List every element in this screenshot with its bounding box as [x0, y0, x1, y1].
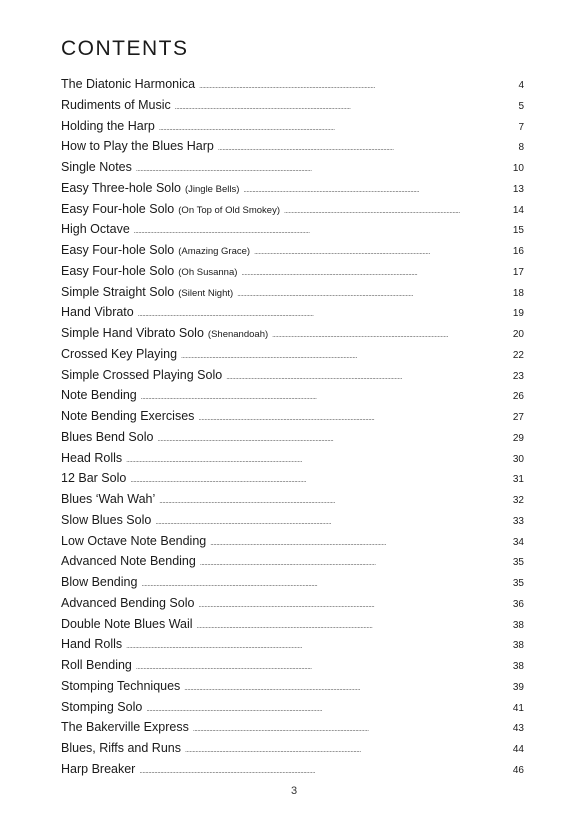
toc-entry-title-text: Advanced Note Bending: [61, 554, 196, 569]
dot-leader: [200, 551, 510, 572]
toc-entry-page: 38: [512, 619, 524, 631]
dot-leader: [157, 427, 509, 448]
toc-entry-title: [61, 302, 134, 323]
toc-entry-page: 39: [512, 681, 524, 693]
toc-entry-title-text: Easy Four-hole Solo: [61, 201, 175, 216]
toc-entry-title: [61, 572, 137, 593]
toc-entry-title-text: Simple Crossed Playing Solo: [61, 367, 223, 382]
toc-entry: [61, 74, 524, 95]
toc-entry-title: [61, 406, 194, 427]
toc-entry-title: [61, 199, 280, 220]
dot-leader: [241, 261, 509, 282]
toc-entry-page: 35: [512, 578, 524, 589]
toc-entry-title-text: Stomping Techniques: [61, 678, 181, 693]
toc-entry-title-text: High Octave: [61, 222, 130, 237]
dot-leader: [155, 510, 510, 531]
toc-entry: [61, 240, 524, 261]
toc-entry-title: [61, 74, 195, 95]
dot-leader: [136, 157, 510, 178]
toc-entry-page: 8: [518, 142, 524, 154]
toc-entry-title-text: Simple Straight Solo: [61, 284, 175, 299]
toc-entry-title-text: Holding the Harp: [61, 118, 155, 133]
toc-entry: [61, 676, 524, 697]
toc-entry-title-text: Easy Three-hole Solo: [61, 180, 181, 195]
toc-entry-title: [61, 531, 206, 552]
toc-entry-subtitle: (Oh Susanna): [178, 266, 238, 278]
dot-leader: [199, 74, 515, 95]
toc-entry-title: [61, 655, 132, 676]
dot-leader: [141, 385, 510, 406]
toc-entry: [61, 489, 524, 510]
toc-entry: [61, 385, 524, 406]
toc-entry-page: 46: [512, 764, 524, 776]
toc-entry-page: 31: [512, 474, 524, 486]
dot-leader: [243, 178, 510, 199]
toc-entry: [61, 468, 524, 489]
toc-entry-title: [61, 385, 137, 406]
dot-leader: [226, 365, 510, 386]
toc-entry-title: [61, 551, 196, 572]
toc-entry-title-text: Hand Rolls: [61, 637, 123, 652]
toc-entry-title: [61, 178, 239, 199]
page-title: CONTENTS: [61, 37, 189, 60]
toc-entry: [61, 759, 524, 780]
toc-entry-title: [61, 219, 130, 240]
toc-entry: [61, 116, 524, 137]
dot-leader: [136, 655, 510, 676]
dot-leader: [138, 302, 510, 323]
dot-leader: [139, 759, 510, 780]
dot-leader: [197, 614, 510, 635]
toc-entry-title-text: Stomping Solo: [61, 699, 143, 714]
toc-entry-page: 23: [512, 370, 524, 382]
toc-entry: [61, 199, 524, 220]
toc-entry-title: [61, 116, 155, 137]
toc-entry-page: 43: [512, 723, 524, 735]
toc-entry: [61, 406, 524, 427]
toc-entry-title: [61, 614, 193, 635]
toc-entry-page: 26: [512, 391, 524, 403]
toc-entry: [61, 157, 524, 178]
toc-entry-page: 13: [512, 183, 524, 195]
toc-entry: [61, 655, 524, 676]
toc-entry-page: 38: [512, 640, 524, 652]
dot-leader: [193, 717, 510, 738]
toc-entry-page: 19: [512, 308, 524, 320]
toc-entry-title: [61, 489, 155, 510]
toc-entry-subtitle: (Amazing Grace): [178, 246, 251, 257]
dot-leader: [237, 282, 510, 303]
toc-entry-page: 10: [512, 163, 524, 174]
toc-entry: [61, 427, 524, 448]
toc-entry: [61, 323, 524, 344]
toc-entry-title-text: 12 Bar Solo: [61, 471, 127, 486]
toc-entry-title-text: The Bakerville Express: [61, 720, 189, 735]
toc-entry-title: [61, 738, 181, 759]
toc-entry: [61, 178, 524, 199]
toc-entry-title-text: Hand Vibrato: [61, 305, 134, 320]
toc-entry: [61, 614, 524, 635]
dot-leader: [126, 448, 510, 469]
toc-entry-subtitle: (On Top of Old Smokey): [178, 204, 280, 216]
toc-entry-title-text: Low Octave Note Bending: [61, 533, 207, 548]
dot-leader: [254, 240, 510, 261]
toc-entry-title-text: The Diatonic Harmonica: [61, 77, 196, 91]
toc-entry-title: [61, 427, 153, 448]
toc-entry-page: 33: [512, 515, 524, 527]
toc-entry-title: [61, 510, 151, 531]
toc-entry-page: 27: [512, 412, 524, 423]
toc-entry-page: 32: [512, 495, 524, 506]
dot-leader: [284, 199, 510, 220]
toc-entry-subtitle: (Jingle Bells): [184, 183, 240, 195]
toc-entry-title-text: Note Bending: [61, 388, 137, 403]
dot-leader: [141, 572, 509, 593]
toc-entry-title-text: Harp Breaker: [61, 761, 136, 776]
toc-entry: [61, 717, 524, 738]
toc-entry: [61, 697, 524, 718]
toc-entry-title-text: Slow Blues Solo: [61, 512, 152, 527]
toc-entry: [61, 510, 524, 531]
toc-entry: [61, 302, 524, 323]
dot-leader: [198, 406, 509, 427]
toc-entry-page: 34: [512, 536, 524, 548]
toc-entry-title-text: How to Play the Blues Harp: [61, 139, 214, 154]
toc-entry-title-text: Note Bending Exercises: [61, 409, 195, 423]
toc-entry: [61, 448, 524, 469]
toc-entry-subtitle: (Silent Night): [178, 287, 234, 299]
toc-entry-title: [61, 365, 222, 386]
dot-leader: [218, 136, 516, 157]
toc-entry-title-text: Easy Four-hole Solo: [61, 243, 175, 257]
toc-entry-title-text: Blues Bend Solo: [61, 429, 154, 444]
toc-entry-page: 17: [512, 266, 524, 278]
dot-leader: [175, 95, 516, 116]
toc-entry-page: 14: [512, 204, 524, 216]
toc-entry-subtitle: (Shenandoah): [207, 329, 269, 340]
dot-leader: [146, 697, 510, 718]
toc-entry-page: 7: [518, 121, 524, 133]
toc-entry-title-text: Rudiments of Music: [61, 97, 171, 112]
toc-entry-title: [61, 282, 233, 303]
table-of-contents: [61, 74, 524, 780]
toc-entry: [61, 551, 524, 572]
toc-entry-title-text: Double Note Blues Wail: [61, 616, 193, 631]
toc-entry-page: 5: [518, 100, 524, 112]
toc-entry-title: [61, 136, 214, 157]
toc-entry-title: [61, 323, 268, 344]
toc-entry-page: 20: [512, 329, 524, 340]
toc-entry-title: [61, 717, 189, 738]
toc-entry-title-text: Crossed Key Playing: [61, 346, 178, 361]
toc-entry-title-text: Advanced Bending Solo: [61, 595, 195, 610]
toc-entry-title: [61, 261, 237, 282]
toc-entry: [61, 738, 524, 759]
toc-entry-page: 44: [512, 744, 524, 755]
toc-entry-title: [61, 344, 177, 365]
toc-entry-page: 29: [512, 432, 524, 444]
toc-entry-page: 16: [512, 246, 524, 257]
dot-leader: [126, 634, 510, 655]
dot-leader: [159, 489, 510, 510]
toc-entry-title: [61, 468, 126, 489]
toc-entry: [61, 365, 524, 386]
toc-entry-title-text: Simple Hand Vibrato Solo: [61, 326, 204, 340]
dot-leader: [184, 676, 510, 697]
toc-entry: [61, 593, 524, 614]
toc-entry: [61, 344, 524, 365]
toc-entry-title-text: Roll Bending: [61, 658, 132, 672]
dot-leader: [210, 531, 510, 552]
toc-entry-page: 41: [512, 702, 524, 714]
toc-entry-page: 38: [512, 661, 524, 672]
toc-entry-title-text: Blues ‘Wah Wah’: [61, 492, 156, 506]
toc-entry: [61, 219, 524, 240]
toc-entry-title: [61, 676, 180, 697]
toc-entry-title: [61, 593, 194, 614]
toc-entry: [61, 634, 524, 655]
toc-entry-title-text: Single Notes: [61, 160, 132, 174]
dot-leader: [134, 219, 510, 240]
toc-entry-title-text: Blow Bending: [61, 575, 138, 589]
toc-entry-page: 30: [512, 453, 524, 465]
toc-entry-page: 18: [512, 287, 524, 299]
toc-entry-page: 36: [512, 598, 524, 610]
toc-entry: [61, 261, 524, 282]
toc-entry-title: [61, 697, 142, 718]
toc-entry-page: 22: [512, 349, 524, 361]
toc-entry-title: [61, 157, 132, 178]
dot-leader: [159, 116, 516, 137]
dot-leader: [130, 468, 510, 489]
toc-entry-title: [61, 634, 122, 655]
toc-entry: [61, 282, 524, 303]
toc-entry: [61, 531, 524, 552]
dot-leader: [272, 323, 510, 344]
toc-entry-page: 35: [512, 557, 524, 569]
toc-entry-page: 15: [512, 225, 524, 237]
toc-entry-title-text: Easy Four-hole Solo: [61, 263, 175, 278]
toc-entry-title: [61, 448, 122, 469]
toc-entry-title: [61, 95, 171, 116]
dot-leader: [198, 593, 509, 614]
toc-entry-page: 4: [518, 80, 524, 91]
toc-entry-title-text: Blues, Riffs and Runs: [61, 741, 181, 755]
toc-entry-title-text: Head Rolls: [61, 450, 123, 465]
dot-leader: [181, 344, 510, 365]
dot-leader: [185, 738, 510, 759]
toc-entry-title: [61, 759, 135, 780]
toc-entry: [61, 95, 524, 116]
toc-entry: [61, 136, 524, 157]
toc-entry-title: [61, 240, 250, 261]
page-number: 3: [290, 785, 298, 797]
toc-entry: [61, 572, 524, 593]
